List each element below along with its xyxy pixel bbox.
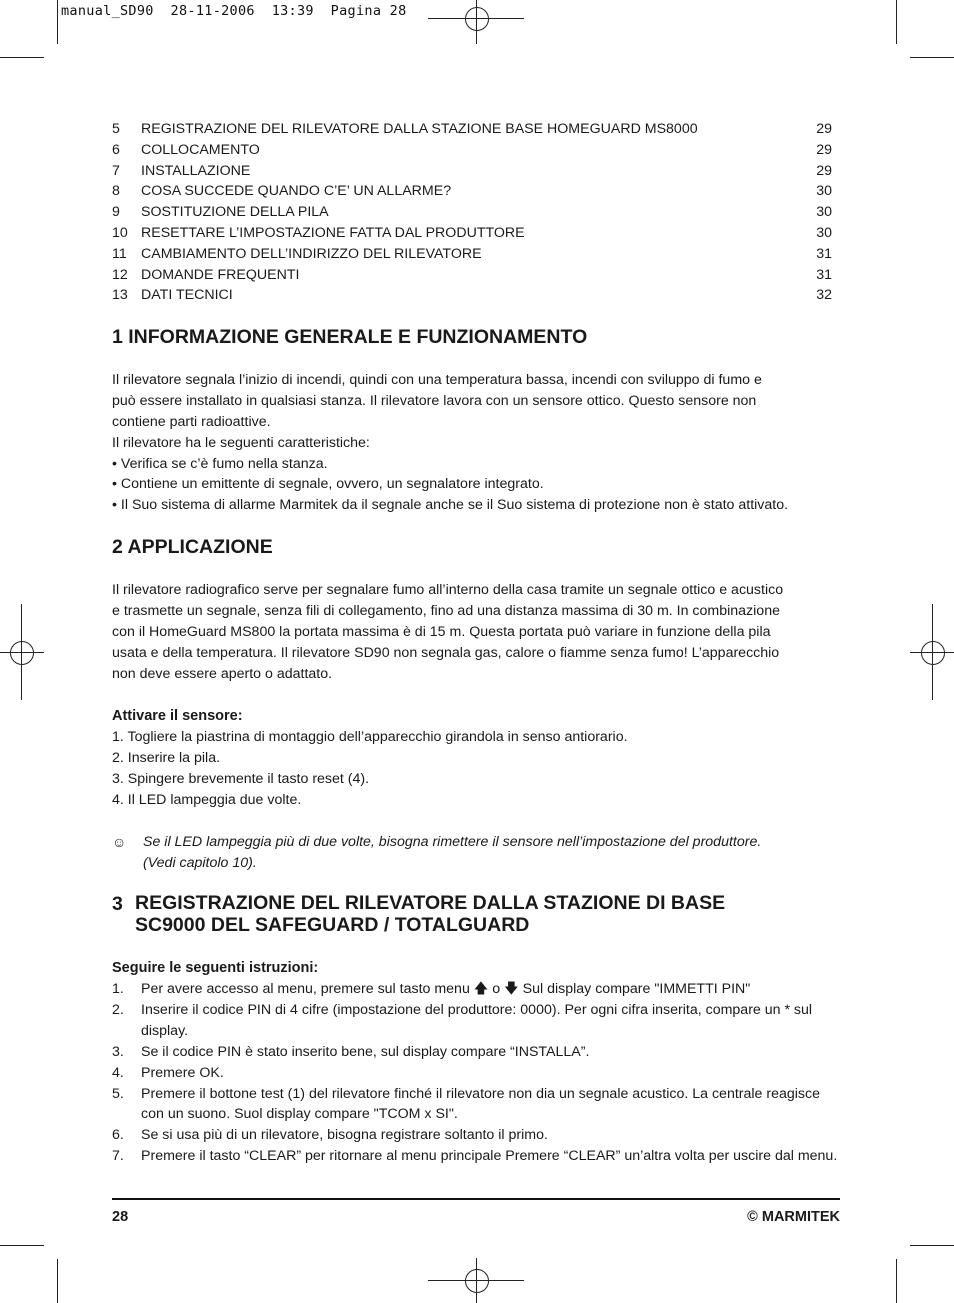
section-heading-2: 2 APPLICAZIONE xyxy=(112,536,273,558)
paragraph-line: Il rilevatore radiografico serve per segnalare fumo all’interno della casa tramite un segnale ottico e acustico xyxy=(112,582,784,598)
subheading-instructions: Seguire le seguenti istruzioni: xyxy=(112,960,319,976)
toc-entry[interactable]: 5 REGISTRAZIONE DEL RILEVATORE DALLA STAZIONE BASE HOMEGUARD MS8000 29 xyxy=(112,121,832,137)
toc-entry[interactable]: 8 COSA SUCCEDE QUANDO C’E’ UN ALLARME? 30 xyxy=(112,183,832,200)
paragraph-line: con il HomeGuard MS800 la portata massima è di 15 m. Questa portata può variare in funzione della pila xyxy=(112,623,771,640)
paragraph-line: Il rilevatore segnala l’inizio di incendi, quindi con una temperatura bassa, incendi con sviluppo di fumo e xyxy=(112,372,762,388)
list-item: 3. Se il codice PIN è stato inserito bene, sul display compare “INSTALLA”. xyxy=(112,1043,590,1060)
paragraph-line: e trasmette un segnale, senza fili di collegamento, fino ad una distanza massima di 30 m. In combinazione xyxy=(112,602,780,619)
paragraph-line: può essere installato in qualsiasi stanza. Il rilevatore lavora con un sensore ottico. Questo sensore non xyxy=(112,392,757,409)
step-item: 2. Inserire la pila. xyxy=(112,749,221,766)
page-number: 28 xyxy=(112,1209,129,1225)
paragraph-line: contiene parti radioattive. xyxy=(112,413,271,430)
bullet-item: • Il Suo sistema di allarme Marmitek da il segnale anche se il Suo sistema di protezione non è stato attivato. xyxy=(112,497,789,514)
note-text: Se il LED lampeggia più di due volte, bisogna rimettere il sensore nell’impostazione del produttore. (Vedi capitolo 10). xyxy=(143,834,762,871)
list-item: 1. Per avere accesso al menu, premere sul tasto menu 🡅 o 🡇 Sul display compare "IMMETTI PIN" xyxy=(112,981,751,997)
section-number-3: 3 xyxy=(112,893,123,915)
section-heading-3: REGISTRAZIONE DEL RILEVATORE DALLA STAZIONE DI BASE SC9000 DEL SAFEGUARD / TOTALGUARD xyxy=(135,892,726,936)
footer-brand: © MARMITEK xyxy=(747,1209,840,1225)
bullet-item: • Contiene un emittente di segnale, ovvero, un segnalatore integrato. xyxy=(112,476,544,493)
subheading-activate-sensor: Attivare il sensore: xyxy=(112,708,243,724)
step-item: 3. Spingere brevemente il tasto reset (4). xyxy=(112,770,370,787)
table-of-contents xyxy=(112,119,832,306)
toc-entry[interactable]: 9 SOSTITUZIONE DELLA PILA 30 xyxy=(112,204,832,221)
paragraph-line: usata e della temperatura. Il rilevatore SD90 non segnala gas, calore o fiamme senza fumo! L’apparecchio xyxy=(112,644,780,661)
note-block xyxy=(112,832,842,874)
toc-entry[interactable]: 12 DOMANDE FREQUENTI 31 xyxy=(112,266,832,283)
section-heading-1: 1 INFORMAZIONE GENERALE E FUNZIONAMENTO xyxy=(112,326,588,348)
paragraph-line: non deve essere aperto o adattato. xyxy=(112,665,333,682)
toc-entry[interactable]: 6 COLLOCAMENTO 29 xyxy=(112,141,832,158)
toc-entry[interactable]: 10 RESETTARE L’IMPOSTAZIONE FATTA DAL PRODUTTORE 30 xyxy=(112,224,832,241)
step-item: 4. Il LED lampeggia due volte. xyxy=(112,791,302,808)
list-item: 7. Premere il tasto “CLEAR” per ritornare al menu principale Premere “CLEAR” un’altra volta per uscire dal menu. xyxy=(112,1148,838,1165)
step-item: 1. Togliere la piastrina di montaggio dell’apparecchio girandola in senso antiorario. xyxy=(112,729,628,745)
bullet-item: • Verifica se c’è fumo nella stanza. xyxy=(112,455,328,472)
smiley-icon: ☺ xyxy=(112,834,127,850)
paragraph-line: Il rilevatore ha le seguenti caratteristiche: xyxy=(112,434,370,451)
section-1-body xyxy=(112,370,842,516)
list-item: 5. Premere il bottone test (1) del rilevatore finché il rilevatore non dia un segnale acustico. La centrale reagisce con un suono. Suol display compare "TCOM x SI". xyxy=(112,1085,821,1123)
toc-entry[interactable]: 7 INSTALLAZIONE 29 xyxy=(112,162,832,179)
toc-entry[interactable]: 11 CAMBIAMENTO DELL’INDIRIZZO DEL RILEVATORE 31 xyxy=(112,245,832,262)
list-item: 4. Premere OK. xyxy=(112,1064,224,1081)
toc-entry[interactable]: 13 DATI TECNICI 32 xyxy=(112,287,832,304)
print-slug: manual_SD90 28-11-2006 13:39 Pagina 28 xyxy=(61,3,407,19)
section-2-body xyxy=(112,580,842,684)
footer-rule xyxy=(112,1198,840,1200)
list-item: 6. Se si usa più di un rilevatore, bisogna registrare soltanto il primo. xyxy=(112,1127,548,1144)
instructions-list xyxy=(112,979,840,1167)
activation-steps xyxy=(112,727,842,811)
list-item: 2. Inserire il codice PIN di 4 cifre (impostazione del produttore: 0000). Per ogni cifra inserita, compare un * sul display. xyxy=(112,1001,813,1039)
